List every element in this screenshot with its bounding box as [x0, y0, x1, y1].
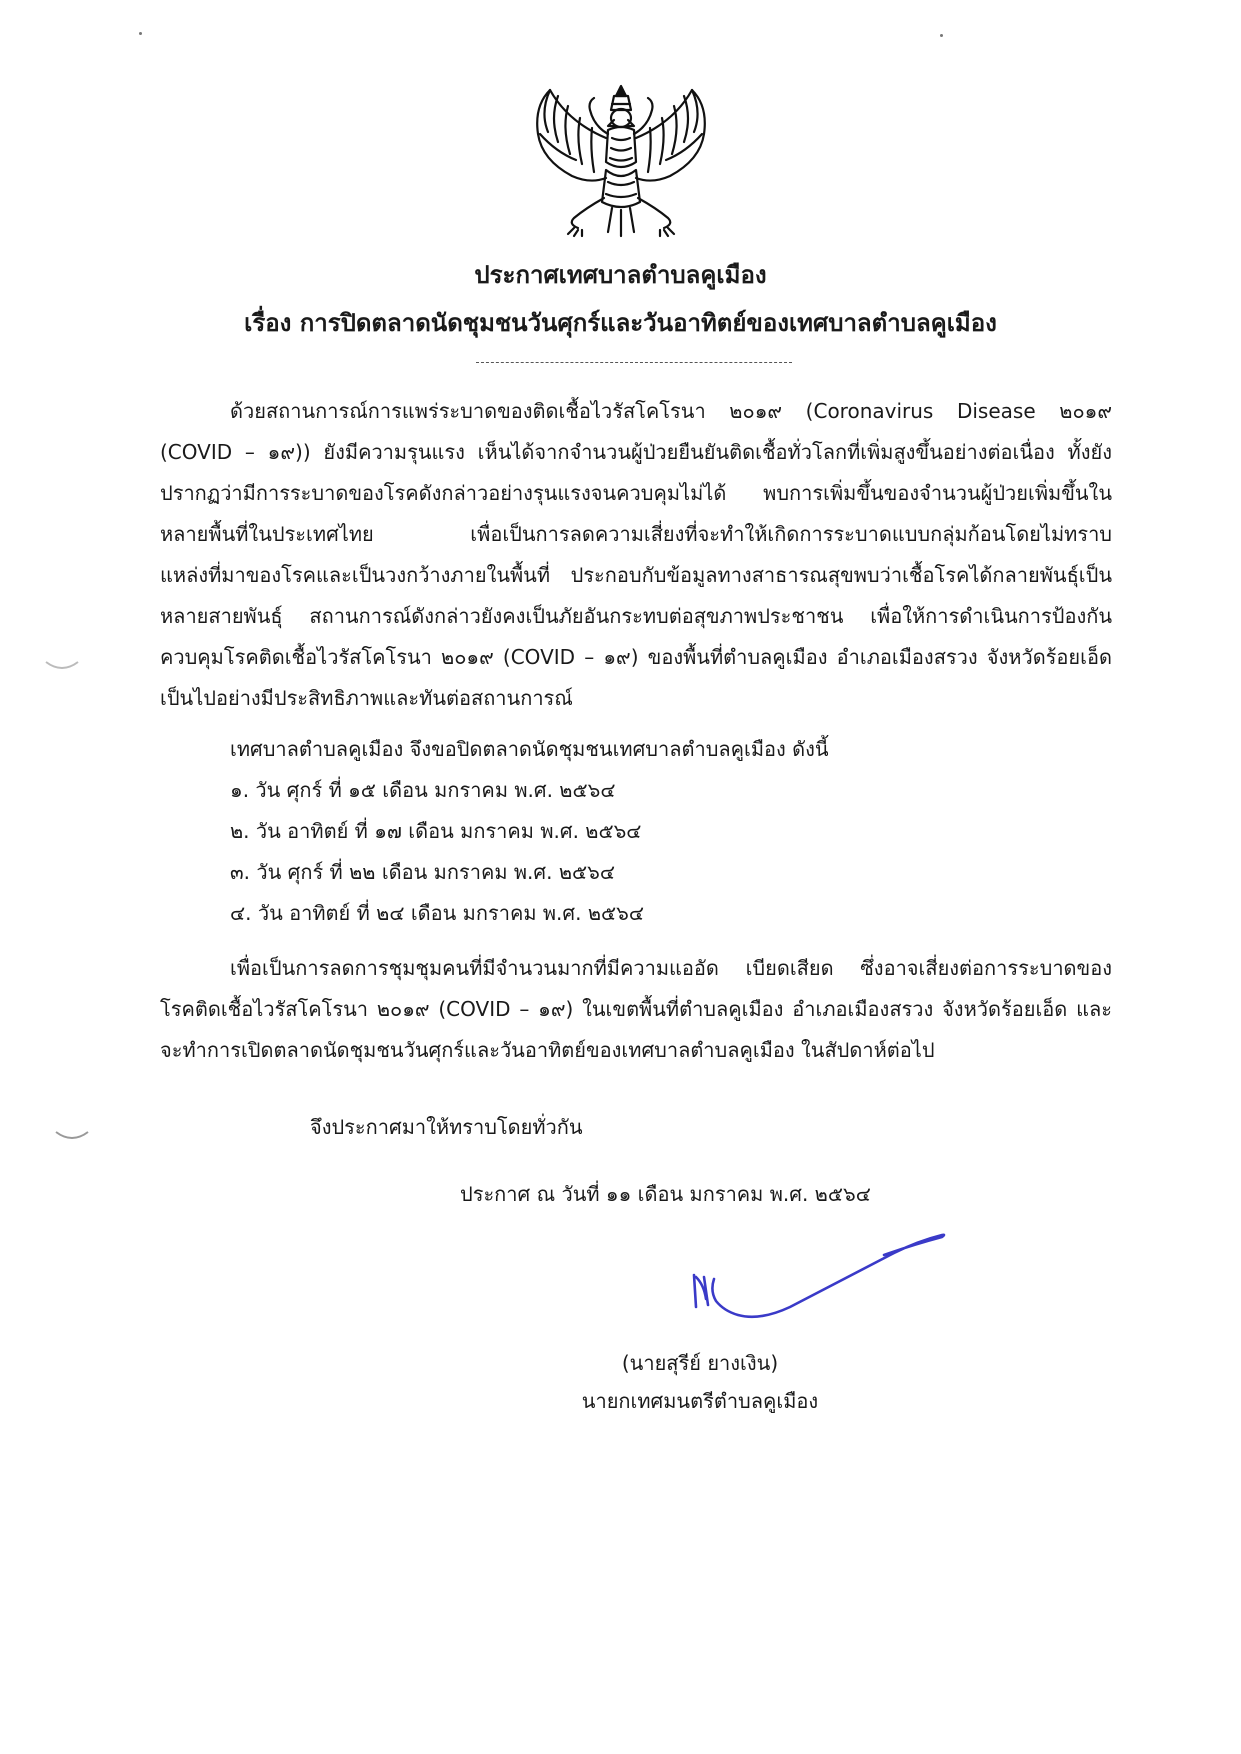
punch-hole-mark — [54, 1128, 90, 1144]
paragraph3-line-1: เพื่อเป็นการลดการชุมชุมคนที่มีจำนวนมากที่มีความแออัด เบียดเสียด ซึ่งอาจเสี่ยงต่อการระบาดของ — [230, 956, 1112, 980]
paragraph1-line-5: แหล่งที่มาของโรคและเป็นวงกว้างภายในพื้นที่ ประกอบกับข้อมูลทางสาธารณสุขพบว่าเชื้อโรคได้กลายพันธุ์เป็น — [160, 563, 1112, 587]
paragraph1-line-1: ด้วยสถานการณ์การแพร่ระบาดของติดเชื้อไวรัสโคโรนา ๒๐๑๙ (Coronavirus Disease ๒๐๑๙ — [230, 399, 1112, 423]
paragraph1-line-3: ปรากฏว่ามีการระบาดของโรคดังกล่าวอย่างรุนแรงจนควบคุมไม่ได้ พบการเพิ่มขึ้นของจำนวนผู้ป่วยเพิ่มขึ้นใน — [160, 481, 1112, 505]
paragraph1-line-6: หลายสายพันธุ์ สถานการณ์ดังกล่าวยังคงเป็นภัยอันกระทบต่อสุขภาพประชาชน เพื่อให้การดำเนินการป้องกัน — [160, 604, 1112, 628]
date-list-item-2: ๒. วัน อาทิตย์ ที่ ๑๗ เดือน มกราคม พ.ศ. ๒๕๖๔ — [230, 819, 642, 843]
announcement-organization: ประกาศเทศบาลตำบลคูเมือง — [474, 261, 767, 289]
scan-speck — [139, 32, 142, 35]
paragraph1-line-7: ควบคุมโรคติดเชื้อไวรัสโคโรนา ๒๐๑๙ (COVID – ๑๙) ของพื้นที่ตำบลคูเมือง อำเภอเมืองสรวง จังหวัดร้อยเอ็ด — [160, 645, 1112, 669]
paragraph1-line-2: (COVID – ๑๙)) ยังมีความรุนแรง เห็นได้จากจำนวนผู้ป่วยยืนยันติดเชื้อทั่วโลกที่เพิ่มสูงขึ้นอย่างต่อเนื่อง ทั้งยัง — [160, 440, 1112, 464]
paragraph2: เทศบาลตำบลคูเมือง จึงขอปิดตลาดนัดชุมชนเทศบาลตำบลคูเมือง ดังนี้ — [230, 737, 829, 761]
paragraph3-line-3: จะทำการเปิดตลาดนัดชุมชนวันศุกร์และวันอาทิตย์ของเทศบาลตำบลคูเมือง ในสัปดาห์ต่อไป — [160, 1038, 935, 1062]
signer-title: นายกเทศมนตรีตำบลคูเมือง — [581, 1389, 819, 1413]
signer-name: (นายสุรีย์ ยางเงิน) — [621, 1351, 779, 1375]
title-separator — [476, 362, 792, 363]
paragraph1-line-8: เป็นไปอย่างมีประสิทธิภาพและทันต่อสถานการณ์ — [160, 686, 573, 710]
paragraph1-line-4: หลายพื้นที่ในประเทศไทย เพื่อเป็นการลดความเสี่ยงที่จะทำให้เกิดการระบาดแบบกลุ่มก้อนโดยไม่ทราบ — [160, 522, 1112, 546]
date-list-item-4: ๔. วัน อาทิตย์ ที่ ๒๔ เดือน มกราคม พ.ศ. ๒๕๖๔ — [230, 901, 644, 925]
closing-statement: จึงประกาศมาให้ทราบโดยทั่วกัน — [310, 1115, 583, 1139]
punch-hole-mark — [44, 658, 80, 674]
date-list-item-3: ๓. วัน ศุกร์ ที่ ๒๒ เดือน มกราคม พ.ศ. ๒๕๖๔ — [230, 860, 615, 884]
date-list-item-1: ๑. วัน ศุกร์ ที่ ๑๕ เดือน มกราคม พ.ศ. ๒๕๖๔ — [230, 778, 616, 802]
announcement-date: ประกาศ ณ วันที่ ๑๑ เดือน มกราคม พ.ศ. ๒๕๖๔ — [460, 1182, 871, 1206]
announcement-subject: เรื่อง การปิดตลาดนัดชุมชนวันศุกร์และวันอาทิตย์ของเทศบาลตำบลคูเมือง — [244, 309, 997, 337]
signature-icon — [680, 1215, 960, 1335]
scan-speck — [940, 34, 943, 37]
paragraph3-line-2: โรคติดเชื้อไวรัสโคโรนา ๒๐๑๙ (COVID – ๑๙) ในเขตพื้นที่ตำบลคูเมือง อำเภอเมืองสรวง จังหวัดร้อยเอ็ด และ — [160, 997, 1112, 1021]
garuda-emblem-icon — [528, 82, 714, 240]
